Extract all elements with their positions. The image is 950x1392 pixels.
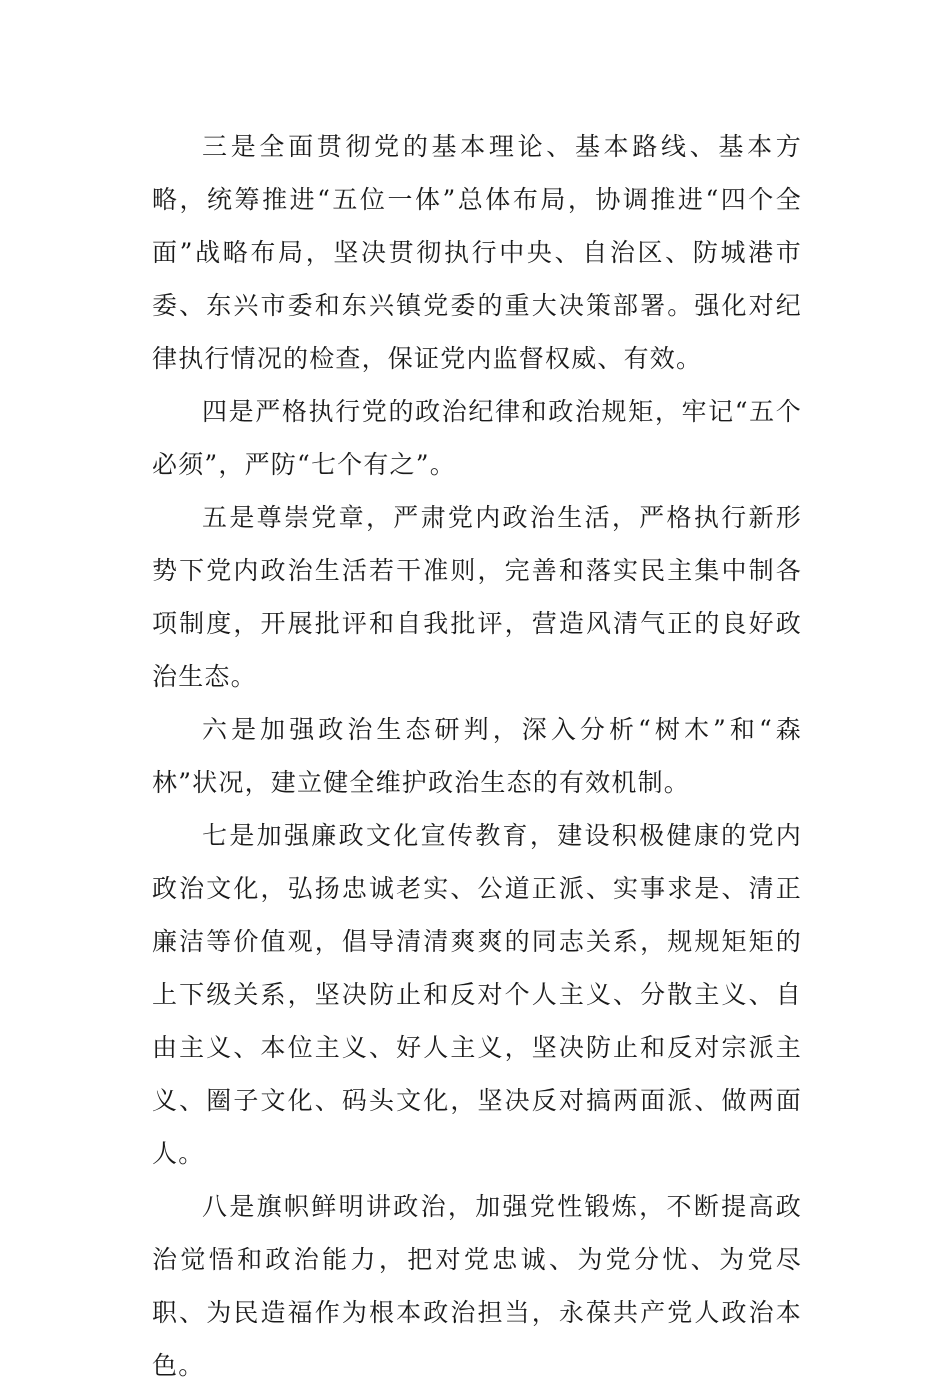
paragraph-seven: 七是加强廉政文化宣传教育，建设积极健康的党内政治文化，弘扬忠诚老实、公道正派、实事求是、清正廉洁等价值观，倡导清清爽爽的同志关系，规规矩矩的上下级关系，坚决防止和反对个人主义、分散主义、自由主义、本位主义、好人主义，坚决防止和反对宗派主义、圈子文化、码头文化，坚决反对搞两面派、做两面人。 — [152, 821, 802, 1168]
paragraph-five: 五是尊崇党章，严肃党内政治生活，严格执行新形势下党内政治生活若干准则，完善和落实民主集中制各项制度，开展批评和自我批评，营造风清气正的良好政治生态。 — [152, 503, 802, 691]
paragraph-four: 四是严格执行党的政治纪律和政治规矩，牢记“五个必须”，严防“七个有之”。 — [152, 397, 802, 479]
document-body — [152, 120, 802, 1392]
paragraph-six: 六是加强政治生态研判，深入分析“树木”和“森林”状况，建立健全维护政治生态的有效机制。 — [152, 715, 802, 797]
paragraph-eight: 八是旗帜鲜明讲政治，加强党性锻炼，不断提高政治觉悟和政治能力，把对党忠诚、为党分忧、为党尽职、为民造福作为根本政治担当，永葆共产党人政治本色。 — [152, 1192, 802, 1380]
paragraph-three: 三是全面贯彻党的基本理论、基本路线、基本方略，统筹推进“五位一体”总体布局，协调推进“四个全面”战略布局，坚决贯彻执行中央、自治区、防城港市委、东兴市委和东兴镇党委的重大决策部署。强化对纪律执行情况的检查，保证党内监督权威、有效。 — [152, 132, 802, 373]
